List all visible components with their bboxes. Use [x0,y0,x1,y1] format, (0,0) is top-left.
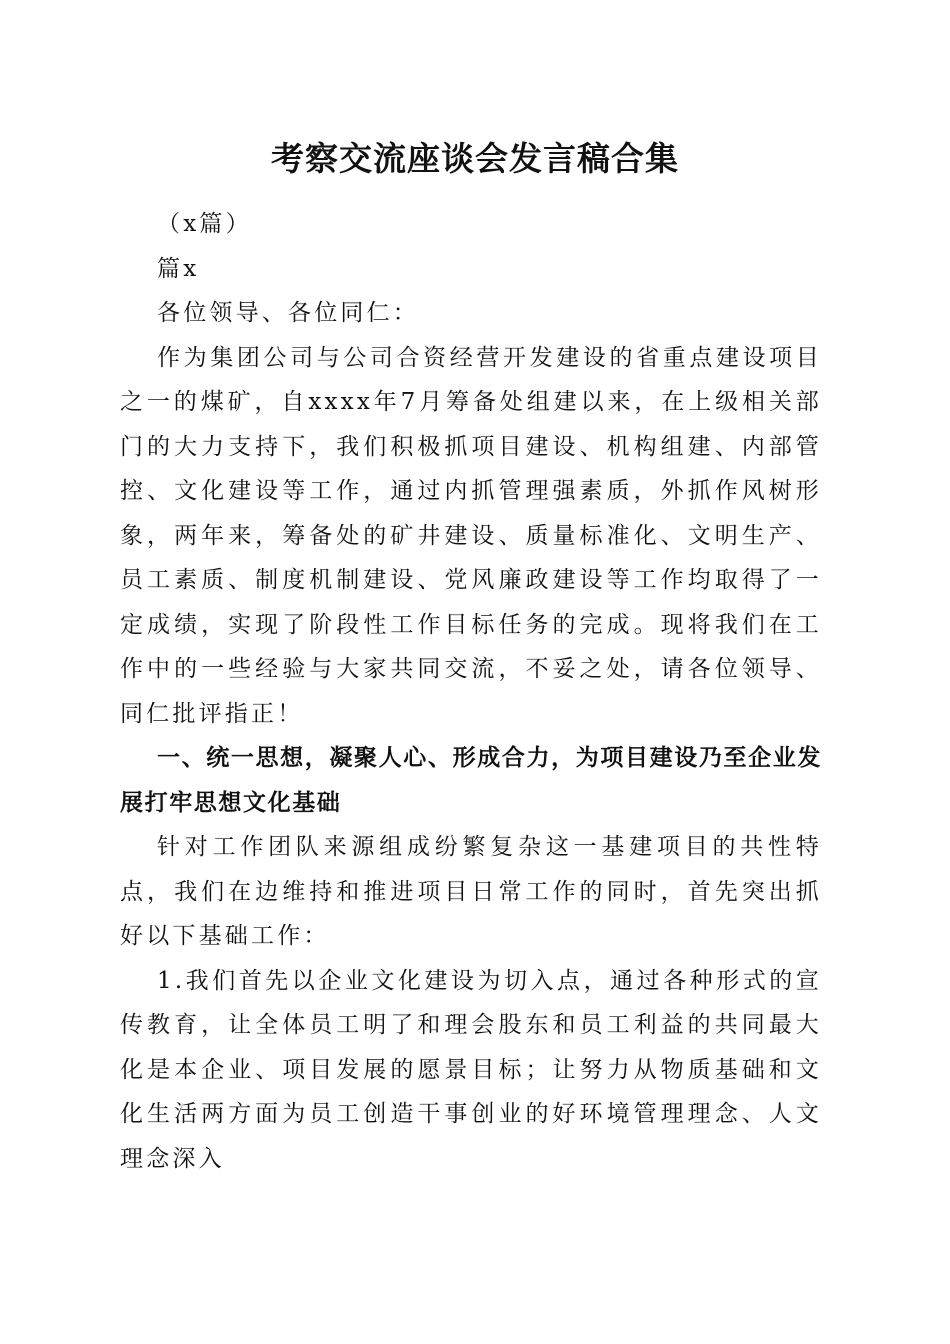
section-1-paragraph: 针对工作团队来源组成纷繁复杂这一基建项目的共性特点，我们在边维持和推进项目日常工作的同时，首先突出抓好以下基础工作： [120,834,822,949]
article-count-note: （x篇） [157,211,252,237]
intro-paragraph: 作为集团公司与公司合资经营开发建设的省重点建设项目之一的煤矿，自xxxx年7月筹备处组建以来，在上级相关部门的大力支持下，我们积极抓项目建设、机构组建、内部管控、文化建设等工作，通过内抓管理强素质，外抓作风树形象，两年来，筹备处的矿井建设、质量标准化、文明生产、员工素质、制度机制建设、党风廉政建设等工作均取得了一定成绩，实现了阶段性工作目标任务的完成。现将我们在工作中的一些经验与大家共同交流，不妥之处，请各位领导、同仁批评指正！ [120,344,822,727]
document-body [120,202,822,1181]
article-label: 篇x [157,255,200,282]
section-1-item-1: 1.我们首先以企业文化建设为切入点，通过各种形式的宣传教育，让全体员工明了和理会股东和员工利益的共同最大化是本企业、项目发展的愿景目标；让努力从物质基础和文化生活两方面为员工创造干事创业的好环境管理理念、人文理念深入 [120,967,822,1172]
document-title: 考察交流座谈会发言稿合集 [271,139,679,178]
section-heading-1: 一、统一思想，凝聚人心、形成合力，为项目建设乃至企业发展打牢思想文化基础 [120,745,822,816]
salutation: 各位领导、各位同仁： [157,300,419,326]
